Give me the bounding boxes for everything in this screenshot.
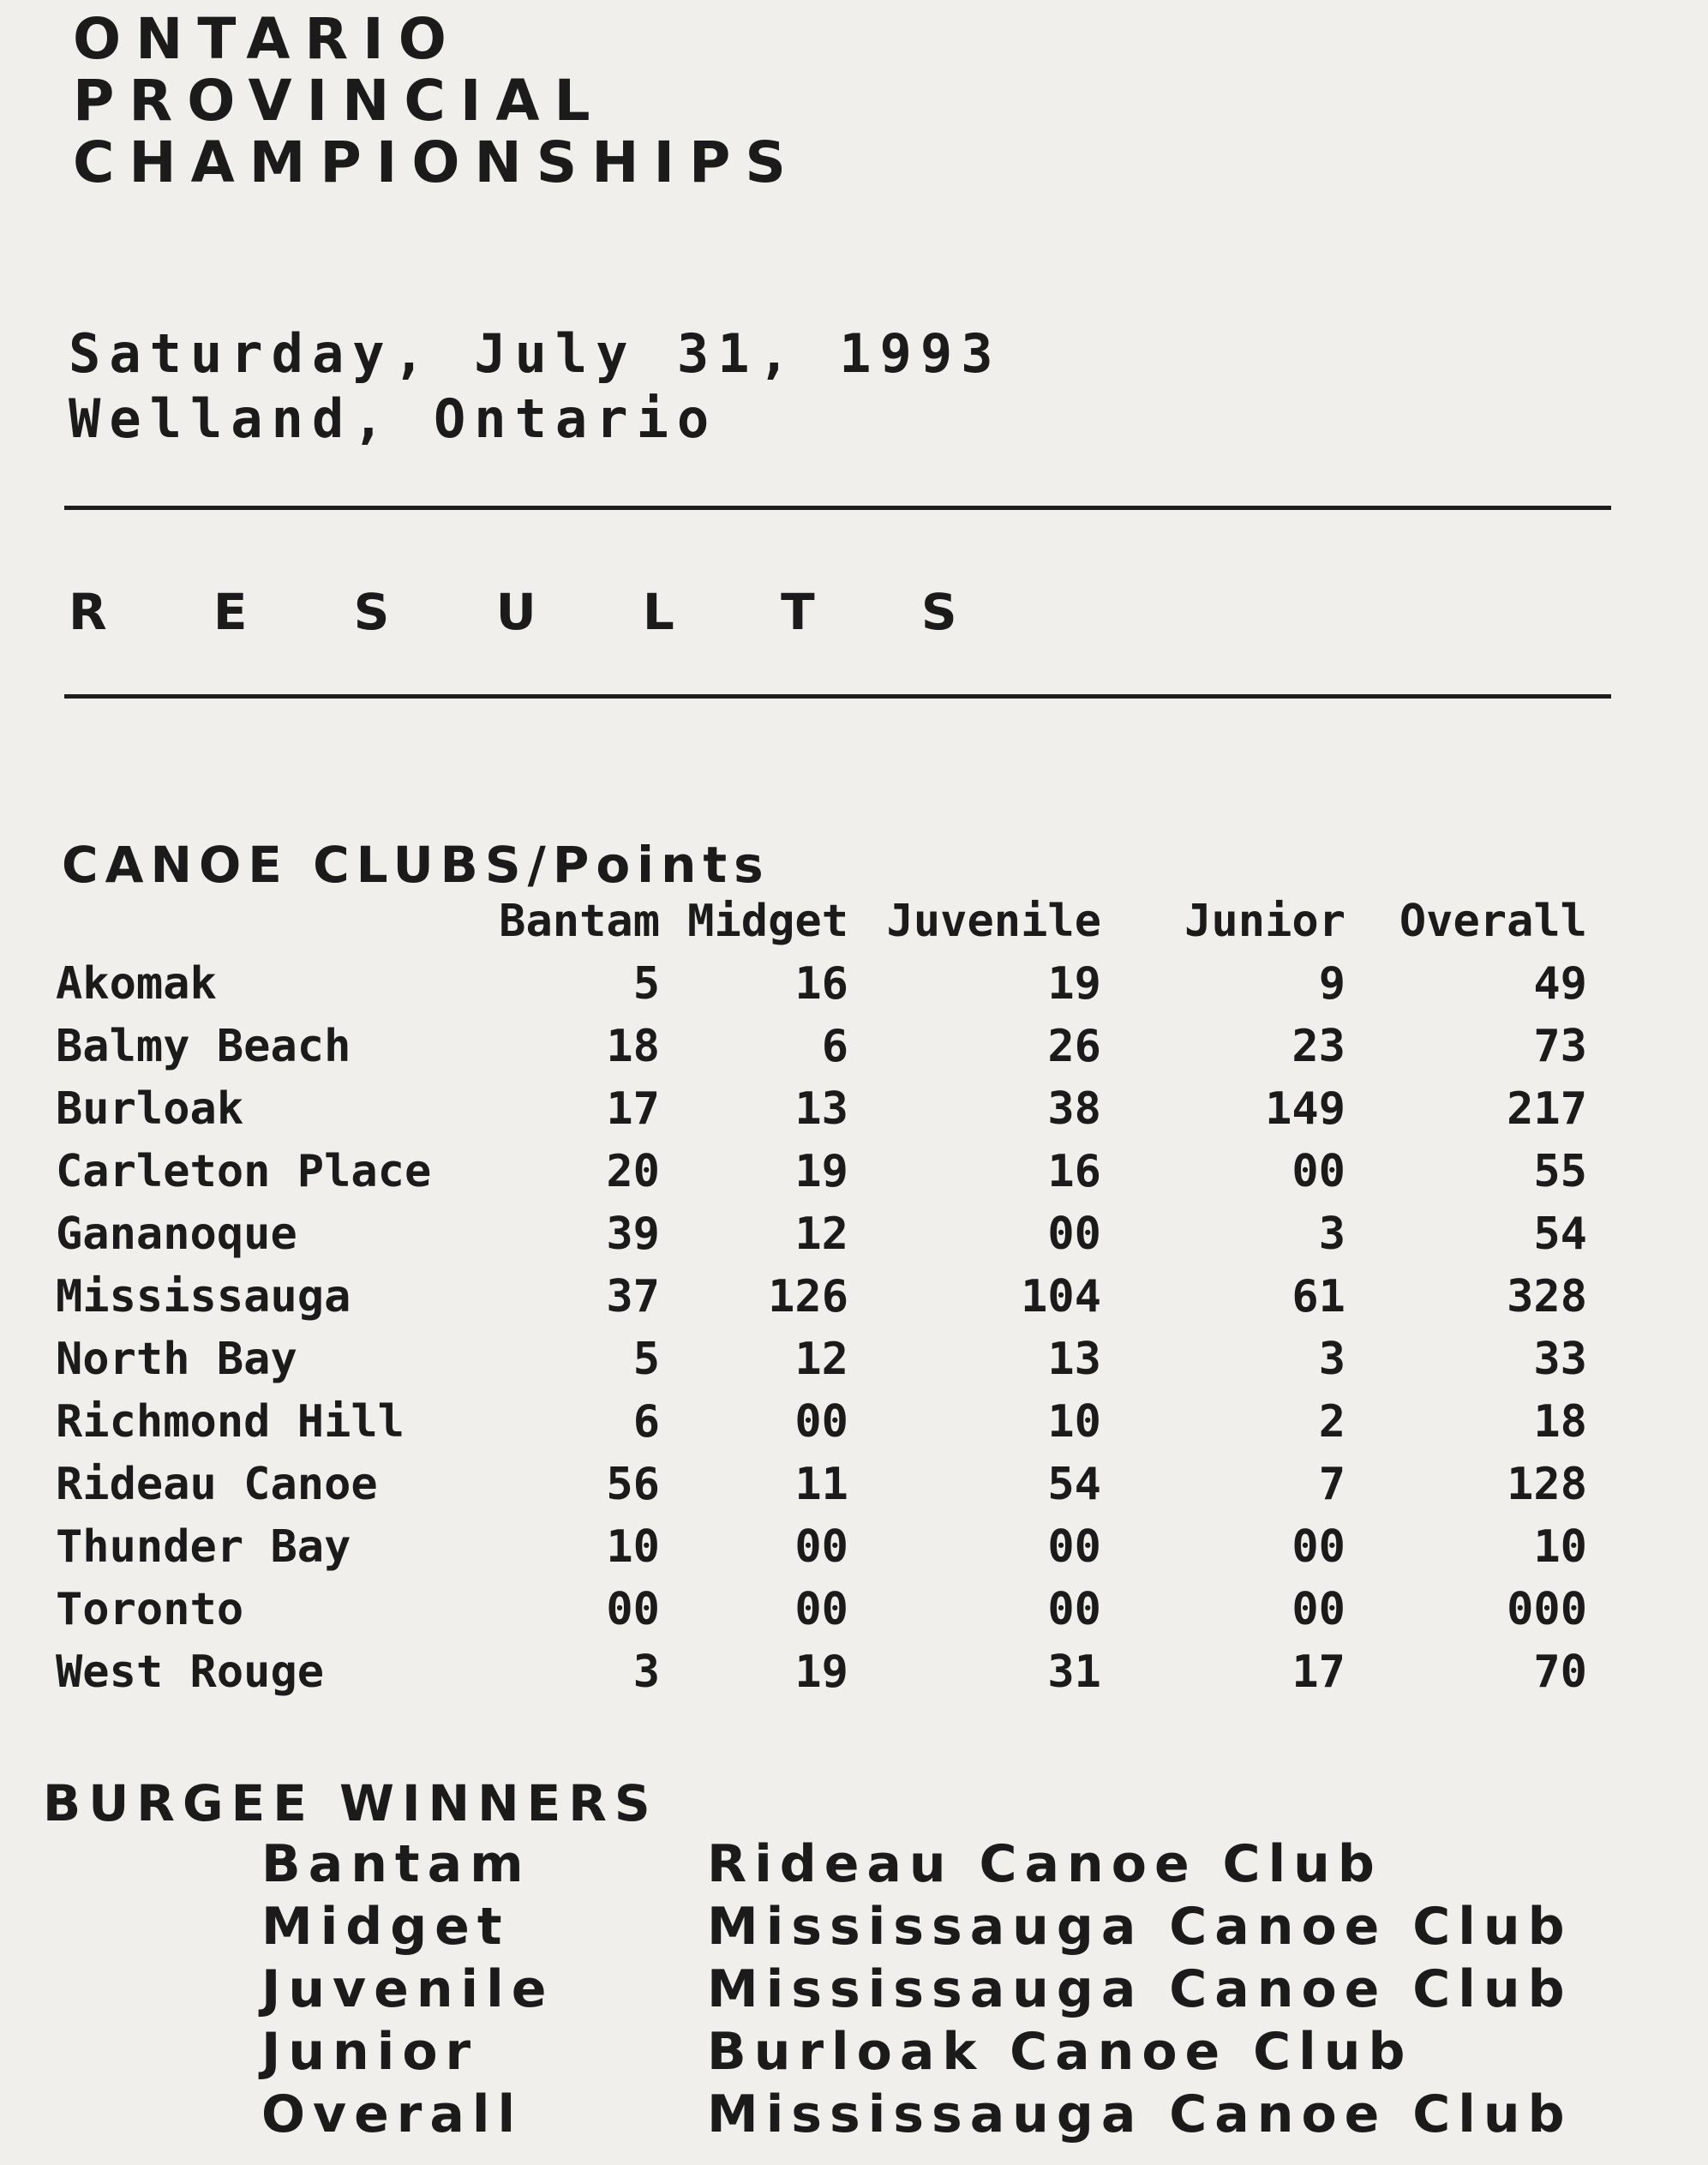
points-cell: 26 (1047, 1021, 1101, 1072)
points-cell: 39 (606, 1208, 660, 1260)
table-row (43, 1271, 1603, 1334)
points-cell: 56 (606, 1459, 660, 1510)
points-cell: 128 (1507, 1459, 1587, 1510)
divider-top (64, 506, 1611, 510)
points-cell: 17 (606, 1083, 660, 1135)
burgee-category: Midget (261, 1897, 510, 1957)
title-line-3: CHAMPIONSHIPS (73, 129, 800, 195)
points-cell: 73 (1533, 1021, 1587, 1072)
points-cell: 3 (1318, 1208, 1345, 1260)
table-row (43, 1021, 1603, 1083)
points-cell: 00 (794, 1521, 848, 1573)
table-header-row (43, 896, 1603, 958)
points-cell: 61 (1291, 1271, 1345, 1322)
points-cell: 49 (1533, 958, 1587, 1010)
club-name: Carleton Place (56, 1146, 432, 1197)
club-name: Balmy Beach (56, 1021, 351, 1072)
burgee-club: Rideau Canoe Club (707, 1834, 1382, 1894)
points-cell: 9 (1318, 958, 1345, 1010)
points-cell: 000 (1507, 1584, 1587, 1635)
points-cell: 5 (632, 958, 660, 1010)
points-cell: 37 (606, 1271, 660, 1322)
table-row (43, 1083, 1603, 1146)
table-row (43, 1208, 1603, 1271)
points-cell: 31 (1047, 1646, 1101, 1698)
points-cell: 19 (794, 1646, 848, 1698)
club-name: West Rouge (56, 1646, 325, 1698)
points-cell: 7 (1318, 1459, 1345, 1510)
points-cell: 18 (1533, 1396, 1587, 1448)
event-meta (69, 321, 1002, 452)
column-header-overall: Overall (1399, 896, 1587, 947)
event-location: Welland, Ontario (69, 387, 718, 450)
points-cell: 11 (794, 1459, 848, 1510)
club-name: Rideau Canoe (56, 1459, 378, 1510)
burgee-winners-heading: BURGEE WINNERS (43, 1774, 658, 1832)
divider-bottom (64, 694, 1611, 699)
burgee-category: Bantam (261, 1834, 531, 1894)
points-cell: 54 (1047, 1459, 1101, 1510)
document-title (73, 6, 800, 195)
club-name: Toronto (56, 1584, 244, 1635)
points-cell: 00 (1291, 1584, 1345, 1635)
points-cell: 33 (1533, 1334, 1587, 1385)
column-header-bantam: Bantam (499, 896, 660, 947)
points-cell: 00 (1047, 1584, 1101, 1635)
canoe-clubs-heading: CANOE CLUBS/Points (62, 836, 770, 894)
burgee-club: Mississauga Canoe Club (707, 2084, 1573, 2144)
points-cell: 126 (768, 1271, 848, 1322)
points-cell: 00 (606, 1584, 660, 1635)
table-row (43, 1146, 1603, 1208)
points-cell: 00 (794, 1584, 848, 1635)
points-cell: 19 (1047, 958, 1101, 1010)
club-name: Akomak (56, 958, 217, 1010)
points-cell: 00 (1047, 1208, 1101, 1260)
points-cell: 6 (632, 1396, 660, 1448)
burgee-club: Burloak Canoe Club (707, 2022, 1413, 2082)
points-cell: 12 (794, 1334, 848, 1385)
points-cell: 3 (632, 1646, 660, 1698)
points-cell: 55 (1533, 1146, 1587, 1197)
points-cell: 10 (606, 1521, 660, 1573)
table-row (43, 958, 1603, 1021)
table-row (43, 1646, 1603, 1709)
title-line-1: ONTARIO (73, 6, 461, 72)
club-name: North Bay (56, 1334, 297, 1385)
club-name: Richmond Hill (56, 1396, 405, 1448)
column-header-junior: Junior (1184, 896, 1345, 947)
points-cell: 19 (794, 1146, 848, 1197)
points-cell: 104 (1021, 1271, 1101, 1322)
column-header-juvenile: Juvenile (886, 896, 1101, 947)
points-cell: 6 (821, 1021, 848, 1072)
table-row (43, 1459, 1603, 1521)
burgee-category: Overall (261, 2084, 524, 2144)
points-cell: 00 (1291, 1146, 1345, 1197)
burgee-club: Mississauga Canoe Club (707, 1897, 1573, 1957)
points-cell: 16 (794, 958, 848, 1010)
burgee-category: Juvenile (261, 1959, 554, 2019)
points-cell: 10 (1047, 1396, 1101, 1448)
points-table (43, 896, 1603, 1709)
points-cell: 12 (794, 1208, 848, 1260)
points-cell: 13 (794, 1083, 848, 1135)
burgee-club: Mississauga Canoe Club (707, 1959, 1573, 2019)
points-cell: 10 (1533, 1521, 1587, 1573)
points-cell: 18 (606, 1021, 660, 1072)
points-cell: 38 (1047, 1083, 1101, 1135)
points-cell: 328 (1507, 1271, 1587, 1322)
points-cell: 54 (1533, 1208, 1587, 1260)
table-row (43, 1396, 1603, 1459)
points-cell: 00 (1047, 1521, 1101, 1573)
club-name: Mississauga (56, 1271, 351, 1322)
title-line-2: PROVINCIAL (73, 68, 605, 134)
table-row (43, 1521, 1603, 1584)
results-heading: R E S U L T S (69, 583, 1002, 641)
table-row (43, 1334, 1603, 1396)
burgee-category: Junior (261, 2022, 479, 2082)
points-cell: 13 (1047, 1334, 1101, 1385)
points-cell: 3 (1318, 1334, 1345, 1385)
points-cell: 2 (1318, 1396, 1345, 1448)
points-cell: 16 (1047, 1146, 1101, 1197)
points-cell: 70 (1533, 1646, 1587, 1698)
points-cell: 23 (1291, 1021, 1345, 1072)
event-date: Saturday, July 31, 1993 (69, 322, 1002, 385)
club-name: Thunder Bay (56, 1521, 351, 1573)
points-cell: 5 (632, 1334, 660, 1385)
points-cell: 00 (1291, 1521, 1345, 1573)
club-name: Burloak (56, 1083, 244, 1135)
table-row (43, 1584, 1603, 1646)
club-name: Gananoque (56, 1208, 297, 1260)
points-cell: 20 (606, 1146, 660, 1197)
column-header-midget: Midget (687, 896, 848, 947)
points-cell: 00 (794, 1396, 848, 1448)
points-cell: 149 (1265, 1083, 1345, 1135)
points-cell: 17 (1291, 1646, 1345, 1698)
points-cell: 217 (1507, 1083, 1587, 1135)
